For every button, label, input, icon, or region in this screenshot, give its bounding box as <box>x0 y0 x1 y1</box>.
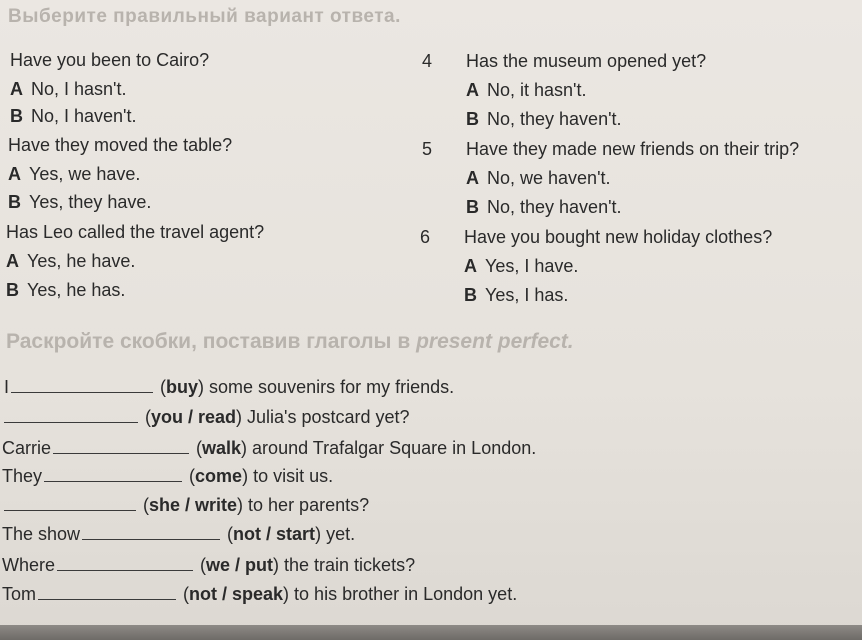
section2-instruction <box>6 330 574 354</box>
item-rest: around Trafalgar Square in London. <box>247 438 537 458</box>
q3-option-a <box>6 251 135 272</box>
item-subject: The show <box>2 524 81 544</box>
answer-blank[interactable] <box>38 585 176 600</box>
exercise-item-8: Tom (not / speak) to his brother in London yet. <box>2 584 518 604</box>
item-rest: yet. <box>321 524 356 544</box>
answer-blank[interactable] <box>11 378 153 393</box>
item-rest: to her parents? <box>243 495 370 515</box>
option-letter: B <box>8 192 21 212</box>
verb-prompt: come <box>195 466 243 486</box>
item-rest: the train tickets? <box>279 555 416 575</box>
exercise-item-7: Where (we / put) the train tickets? <box>2 555 416 575</box>
section2-instruction-italic: present perfect. <box>416 330 574 353</box>
q2-option-b <box>8 192 151 213</box>
q1-option-b-text: No, I haven't. <box>31 106 137 126</box>
q5-option-b-text: No, they haven't. <box>487 197 622 217</box>
question-number-5: 5 <box>422 139 433 159</box>
verb-prompt: we / put <box>206 555 274 575</box>
section2-instruction-text: Раскройте скобки, поставив глаголы в <box>6 330 417 353</box>
q6-option-a <box>464 256 578 277</box>
answer-blank[interactable] <box>57 556 193 571</box>
question-1: Have you been to Cairo? <box>10 50 210 70</box>
option-letter: B <box>6 280 19 300</box>
question-3: Has Leo called the travel agent? <box>6 222 265 242</box>
option-letter: B <box>466 197 479 217</box>
verb-prompt: not / speak <box>189 584 284 604</box>
answer-blank[interactable] <box>4 408 138 423</box>
exercise-item-1: I (buy) some souvenirs for my friends. <box>4 377 455 397</box>
q2-option-b-text: Yes, they have. <box>29 192 152 212</box>
q4-option-a-text: No, it hasn't. <box>487 80 587 100</box>
question-5: Have they made new friends on their trip? <box>466 139 800 159</box>
answer-blank[interactable] <box>82 525 220 540</box>
option-letter: A <box>466 80 479 100</box>
item-rest: to visit us. <box>248 466 334 486</box>
question-4: Has the museum opened yet? <box>466 51 707 71</box>
option-letter: A <box>8 164 21 184</box>
option-letter: B <box>10 106 23 126</box>
item-subject: Where <box>2 555 56 575</box>
option-letter: B <box>464 285 477 305</box>
answer-blank[interactable] <box>53 439 189 454</box>
item-subject: Tom <box>2 584 37 604</box>
q2-option-a <box>8 164 140 185</box>
item-subject: I <box>4 377 10 397</box>
q5-option-a-text: No, we haven't. <box>487 168 611 188</box>
question-6: Have you bought new holiday clothes? <box>464 227 773 247</box>
exercise-item-6: The show (not / start) yet. <box>2 524 356 544</box>
question-number-4: 4 <box>422 51 433 71</box>
verb-prompt: buy <box>166 377 199 397</box>
option-letter: A <box>10 79 23 99</box>
verb-prompt: you / read <box>151 407 237 427</box>
q6-option-b-text: Yes, I has. <box>485 285 569 305</box>
q4-option-a <box>466 80 586 101</box>
option-letter: B <box>466 109 479 129</box>
exercise-item-5: (she / write) to her parents? <box>2 495 369 516</box>
q4-option-b <box>466 109 622 130</box>
q4-option-b-text: No, they haven't. <box>487 109 622 129</box>
option-letter: A <box>6 251 19 271</box>
q6-option-a-text: Yes, I have. <box>485 256 579 276</box>
q1-option-b <box>10 106 137 127</box>
item-rest: some souvenirs for my friends. <box>204 377 455 397</box>
section1-instruction: Выберите правильный вариант ответа. <box>8 6 401 27</box>
q1-option-a-text: No, I hasn't. <box>31 79 127 99</box>
answer-blank[interactable] <box>4 496 136 511</box>
verb-prompt: walk <box>202 438 242 458</box>
question-2: Have they moved the table? <box>8 135 233 155</box>
q3-option-b <box>6 280 125 301</box>
q5-option-b <box>466 197 622 218</box>
item-rest: to his brother in London yet. <box>289 584 518 604</box>
option-letter: A <box>464 256 477 276</box>
exercise-item-3: Carrie (walk) around Trafalgar Square in London. <box>2 438 537 458</box>
q3-option-b-text: Yes, he has. <box>27 280 126 300</box>
answer-blank[interactable] <box>44 467 182 482</box>
question-number-6: 6 <box>420 227 431 247</box>
q5-option-a <box>466 168 611 189</box>
verb-prompt: not / start <box>233 524 316 544</box>
item-subject: Carrie <box>2 438 52 458</box>
q3-option-a-text: Yes, he have. <box>27 251 136 271</box>
q1-option-a <box>10 79 126 100</box>
q6-option-b <box>464 285 568 306</box>
exercise-item-4: They (come) to visit us. <box>2 466 334 486</box>
q2-option-a-text: Yes, we have. <box>29 164 141 184</box>
exercise-item-2: (you / read) Julia's postcard yet? <box>2 407 410 428</box>
page-bottom-edge <box>0 625 862 640</box>
verb-prompt: she / write <box>149 495 238 515</box>
item-rest: Julia's postcard yet? <box>242 407 410 427</box>
option-letter: A <box>466 168 479 188</box>
item-subject: They <box>2 466 43 486</box>
